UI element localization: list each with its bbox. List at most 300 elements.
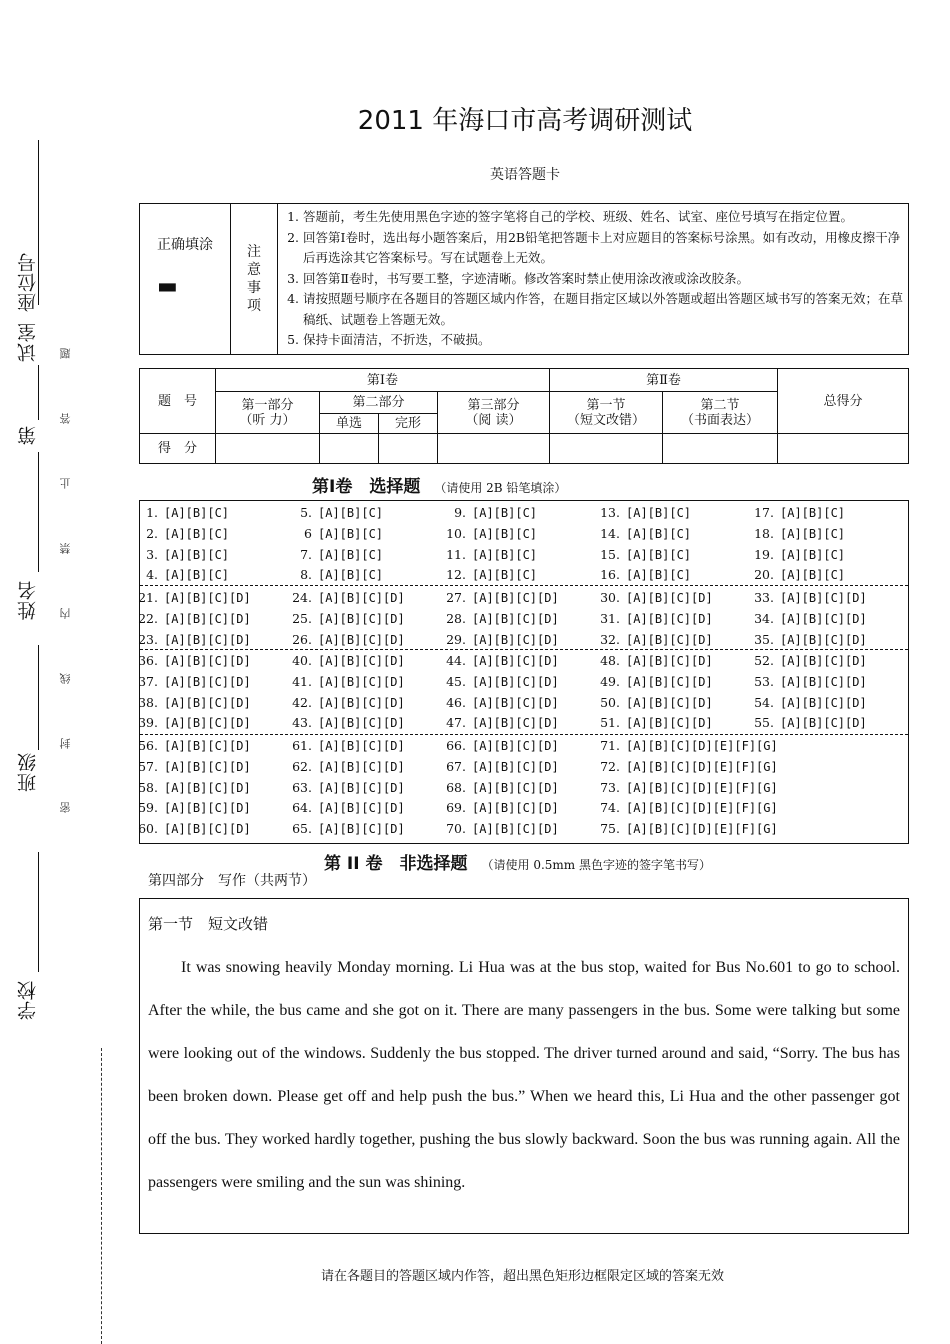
answer-item[interactable] [746,505,845,520]
seal-char: 答 [59,413,72,424]
question-number: 52. [754,653,774,668]
attention-item: 3. 回答第Ⅱ卷时，书写要工整，字迹清晰。修改答案时禁止使用涂改液或涂改胶条。 [303,269,903,290]
answer-options[interactable]: [A][B][C] [626,547,692,562]
answer-item[interactable] [284,590,405,605]
answer-item[interactable] [438,567,537,582]
answer-options[interactable]: [A][B][C][D] [626,674,713,689]
question-number: 10. [446,525,466,541]
answer-item[interactable] [284,759,405,774]
answer-item[interactable] [592,526,691,541]
score-row-label: 得 分 [140,434,216,464]
answer-item[interactable] [284,674,405,689]
answer-options[interactable]: [A][B][C] [780,506,846,520]
question-number: 47. [446,715,466,731]
question-number: 15. [600,546,620,562]
seal-char: 禁 [59,543,72,554]
question-number: 33. [754,590,774,605]
question-number: 21. [138,590,158,605]
answer-options[interactable]: [A][B][C] [472,526,538,541]
question-number: 8. [300,567,312,583]
answer-item[interactable] [130,715,251,730]
answer-options[interactable]: [A][B][C][D] [164,780,251,795]
answer-options[interactable]: [A][B][C][D] [318,654,405,668]
answer-options[interactable]: [A][B][C][D] [318,695,405,710]
question-number: 13. [600,505,620,520]
fill-example-label: 正确填涂 [157,237,213,253]
question-number: 31. [600,610,620,626]
question-number: 35. [754,631,774,647]
attention-list [279,205,907,353]
answer-options[interactable]: [A][B][C][D] [780,611,867,626]
section2-header [663,392,778,434]
answer-item[interactable] [592,738,778,753]
answer-item[interactable] [438,715,559,730]
question-number: 16. [600,567,620,583]
answer-options[interactable]: [A][B][C] [626,526,692,541]
question-number: 48. [600,653,620,668]
question-number: 61. [292,738,312,753]
answer-item[interactable] [438,505,537,520]
question-number: 6 [304,525,312,541]
question-number: 69. [446,800,466,816]
section1-sub: （短文改错） [566,412,645,428]
question-number-header: 题 号 [140,369,216,434]
answer-item[interactable] [746,526,845,541]
answer-options[interactable]: [A][B][C] [626,506,692,520]
question-number: 19. [754,546,774,562]
score-cell[interactable] [663,434,778,464]
margin-line [38,852,39,972]
part1-label: 第一部分 [241,397,294,413]
answer-options[interactable]: [A][B][C][D] [472,801,559,816]
question-number: 64. [292,800,312,816]
answer-item[interactable] [130,590,251,605]
answer-item[interactable] [592,653,713,668]
seal-char: 题 [59,348,72,359]
answer-options[interactable]: [A][B][C][D] [318,759,405,774]
answer-options[interactable]: [A][B][C][D] [472,739,559,753]
section1-note: （请使用 2B 铅笔填涂） [434,481,567,495]
answer-options[interactable]: [A][B][C][D][E][F][G] [626,822,778,837]
answer-options[interactable]: [A][B][C][D] [472,674,559,689]
fill-mark-icon: ▬ [157,274,178,299]
question-number: 44. [446,653,466,668]
question-number: 75. [600,821,620,837]
answer-options[interactable]: [A][B][C][D] [164,632,251,647]
answer-item[interactable] [284,738,405,753]
question-number: 49. [600,673,620,689]
error-correction-passage: It was snowing heavily Monday morning. Li Hua was at the bus stop, waited for Bus No.601 to go to school. After the while, the bus came and she got on it. There are many passengers in the bus. Some were talking but some were looking out of the windows. Suddenly the bus stopped. The driver turned around and said, “Sorry. The bus has been broken down. Please get off and help push the bus.” When we heard this, Li Hua and the other passenger got off the bus. They worked hardly together, pushing the bus slowly backward. Soon the bus was running again. All the passengers were smiling and the sun was shining. [148,959,900,1191]
cut-line [101,1048,102,1344]
answer-item[interactable] [592,759,778,774]
answer-options[interactable]: [A][B][C][D] [472,716,559,731]
question-number: 30. [600,590,620,605]
answer-item[interactable] [438,674,559,689]
attention-item: 5. 保持卡面清洁，不折迭，不破损。 [303,330,903,351]
answer-item[interactable] [130,800,251,815]
answer-item[interactable] [592,567,691,582]
answer-item[interactable] [130,780,251,795]
part1-sub: （听 力） [239,412,296,428]
section1-title-text: 第Ⅰ卷 选择题 [312,477,421,497]
answer-options[interactable]: [A][B][C][D] [472,695,559,710]
answer-item[interactable] [438,611,559,626]
answer-options[interactable]: [A][B][C][D] [780,716,867,731]
attention-item: 2. 回答第Ⅰ卷时，选出每小题答案后，用2B铅笔把答题卡上对应题目的答案标号涂黑。如有改动，用橡皮擦干净后再选涂其它答案标号。写在试题卷上无效。 [303,228,903,269]
answer-options[interactable]: [A][B][C][D] [626,716,713,731]
answer-item[interactable] [746,632,867,647]
part2-cloze: 完形 [379,414,438,434]
answer-item[interactable] [284,821,405,836]
answer-item[interactable] [130,759,251,774]
attention-items-cell [278,204,909,355]
volume1-header: 第Ⅰ卷 [216,369,550,392]
answer-options[interactable]: [A][B][C][D] [626,695,713,710]
seal-char: 密 [59,802,72,813]
section1-header [550,392,663,434]
answer-item[interactable] [592,611,713,626]
answer-item[interactable] [130,547,229,562]
answer-item[interactable] [438,590,559,605]
part4-heading: 第四部分 写作（共两节） [148,873,316,889]
question-number: 72. [600,758,620,774]
answer-item[interactable] [284,632,405,647]
answer-options[interactable]: [A][B][C][D] [318,632,405,647]
answer-options[interactable]: [A][B][C][D] [164,801,251,816]
question-number: 50. [600,694,620,710]
answer-item[interactable] [746,674,867,689]
question-number: 39. [138,715,158,731]
answer-item[interactable] [130,674,251,689]
answer-item[interactable] [284,611,405,626]
answer-options[interactable]: [A][B][C][D] [472,632,559,647]
answer-item[interactable] [130,653,251,668]
seal-char: 封 [59,738,72,749]
answer-options[interactable]: [A][B][C][D] [164,695,251,710]
answer-item[interactable] [284,695,405,710]
answer-item[interactable] [592,505,691,520]
answer-options[interactable]: [A][B][C][D] [472,780,559,795]
section2-title-text: 第 II 卷 非选择题 [324,854,468,874]
question-number: 36. [138,653,158,668]
question-number: 12. [446,567,466,583]
question-number: 46. [446,694,466,710]
notice-table [139,203,909,355]
answer-options[interactable]: [A][B][C] [164,568,230,583]
answer-item[interactable] [592,821,778,836]
question-number: 3. [146,546,158,562]
answer-options[interactable]: [A][B][C][D] [472,611,559,626]
question-number: 41. [292,673,312,689]
question-number: 68. [446,779,466,795]
answer-item[interactable] [130,821,251,836]
answer-item[interactable] [284,780,405,795]
question-number: 74. [600,800,620,816]
answer-options[interactable]: [A][B][C][D] [164,716,251,731]
question-number: 9. [454,505,466,520]
question-number: 62. [292,758,312,774]
question-number: 58. [138,779,158,795]
question-number: 11. [446,546,466,562]
answer-options[interactable]: [A][B][C][D] [626,632,713,647]
answer-item[interactable] [438,547,537,562]
answer-item[interactable] [438,759,559,774]
section2-note: （请使用 0.5mm 黑色字迹的签字笔书写） [481,858,711,872]
answer-options[interactable]: [A][B][C][D] [318,591,405,605]
answer-item[interactable] [284,800,405,815]
question-number: 32. [600,631,620,647]
answer-item[interactable] [130,632,251,647]
answer-item[interactable] [592,547,691,562]
answer-item[interactable] [438,695,559,710]
question-number: 37. [138,673,158,689]
question-number: 71. [600,738,620,753]
part3-label: 第三部分 [467,397,520,413]
answer-options[interactable]: [A][B][C][D] [164,759,251,774]
section2-sub: （书面表达） [680,412,759,428]
answer-options[interactable]: [A][B][C] [472,568,538,583]
question-number: 40. [292,653,312,668]
margin-line [38,645,39,750]
part3-header [438,392,550,434]
attention-item: 1. 答题前，考生先使用黑色字迹的签字笔将自己的学校、班级、姓名、试室、座位号填写在指定位置。 [303,207,903,228]
answer-item[interactable] [130,695,251,710]
answer-options[interactable]: [A][B][C][D] [318,780,405,795]
group-separator [140,734,908,735]
score-cell[interactable] [438,434,550,464]
question-number: 38. [138,694,158,710]
answer-options[interactable]: [A][B][C][D] [164,654,251,668]
answer-item[interactable] [130,505,229,520]
school-label: 学校 [17,980,39,1020]
footer-note: 请在各题目的答题区域内作答，超出黑色矩形边框限定区域的答案无效 [320,1269,724,1284]
attention-cell [231,204,278,355]
exam-room-label: 试室 [17,322,39,362]
answer-options[interactable]: [A][B][C] [318,506,384,520]
answer-item[interactable] [746,611,867,626]
answer-item[interactable] [746,715,867,730]
answer-item[interactable] [130,611,251,626]
answer-item[interactable] [746,590,867,605]
section1-title [312,472,566,497]
answer-options[interactable]: [A][B][C][D] [626,591,713,605]
answer-options[interactable]: [A][B][C][D] [164,822,251,837]
answer-item[interactable] [130,738,251,753]
part2-header: 第二部分 [320,392,438,414]
question-number: 56. [138,738,158,753]
answer-item[interactable] [438,780,559,795]
answer-options[interactable]: [A][B][C][D][E][F][G] [626,759,778,774]
question-number: 17. [754,505,774,520]
answer-item[interactable] [592,800,778,815]
answer-item[interactable] [746,567,845,582]
question-number: 42. [292,694,312,710]
answer-item[interactable] [130,567,229,582]
answer-options[interactable]: [A][B][C][D][E][F][G] [626,801,778,816]
answer-item[interactable] [130,526,229,541]
answer-options[interactable]: [A][B][C][D] [472,822,559,837]
question-number: 43. [292,715,312,731]
answer-options[interactable]: [A][B][C][D] [780,654,867,668]
question-number: 20. [754,567,774,583]
question-number: 45. [446,673,466,689]
answer-options[interactable]: [A][B][C][D] [780,695,867,710]
name-label: 姓名 [17,580,39,620]
answer-item[interactable] [592,632,713,647]
answer-item[interactable] [284,567,383,582]
answer-item[interactable] [746,547,845,562]
writing-box[interactable] [139,898,909,1234]
margin-line [38,452,39,572]
question-number: 55. [754,715,774,731]
answer-options[interactable]: [A][B][C][D] [472,591,559,605]
answer-options[interactable]: [A][B][C][D] [164,611,251,626]
answer-options[interactable]: [A][B][C][D] [164,674,251,689]
score-table [139,368,909,464]
question-number: 66. [446,738,466,753]
question-number: 18. [754,525,774,541]
question-number: 14. [600,525,620,541]
total-score-header: 总得分 [778,369,909,434]
question-number: 57. [138,758,158,774]
question-number: 67. [446,758,466,774]
answer-item[interactable] [284,653,405,668]
class-label: 班级 [17,752,39,792]
answer-item[interactable] [592,674,713,689]
fill-example-cell [140,204,231,355]
answer-item[interactable] [284,715,405,730]
answer-options[interactable]: [A][B][C] [164,506,230,520]
ordinal-label: 第 [17,425,39,445]
answer-options[interactable]: [A][B][C][D][E][F][G] [626,739,778,753]
volume2-header: 第Ⅱ卷 [550,369,778,392]
answer-options[interactable]: [A][B][C][D] [780,632,867,647]
score-cell[interactable] [216,434,320,464]
score-cell[interactable] [320,434,379,464]
question-number: 26. [292,631,312,647]
section2-label: 第二节 [700,397,740,413]
answer-item[interactable] [438,738,559,753]
attention-item: 4. 请按照题号顺序在各题目的答题区域内作答，在题目指定区域以外答题或超出答题区域书写的答案无效；在草稿纸、试题卷上答题无效。 [303,289,903,330]
answer-grid [139,500,909,844]
part2-single-choice: 单选 [320,414,379,434]
question-number: 73. [600,779,620,795]
answer-options[interactable]: [A][B][C] [164,547,230,562]
page-title: 2011 年海口市高考调研测试 [357,106,693,136]
answer-options[interactable]: [A][B][C][D] [626,654,713,668]
question-number: 28. [446,610,466,626]
answer-item[interactable] [438,800,559,815]
seal-char: 止 [59,478,72,489]
group-separator [140,585,908,586]
answer-options[interactable]: [A][B][C][D] [318,822,405,837]
question-number: 34. [754,610,774,626]
answer-item[interactable] [284,505,383,520]
answer-options[interactable]: [A][B][C] [472,506,538,520]
question-number: 65. [292,821,312,837]
answer-item[interactable] [592,780,778,795]
question-number: 53. [754,673,774,689]
question-number: 54. [754,694,774,710]
score-cell[interactable] [778,434,909,464]
answer-options[interactable]: [A][B][C][D] [472,654,559,668]
part3-sub: （阅 读） [465,412,522,428]
answer-options[interactable]: [A][B][C] [472,547,538,562]
seal-char: 线 [59,673,72,684]
answer-options[interactable]: [A][B][C][D] [318,611,405,626]
part1-header [216,392,320,434]
question-number: 2. [146,525,158,541]
answer-options[interactable]: [A][B][C] [318,568,384,583]
attention-label: 注意事项 [247,243,261,314]
answer-options[interactable]: [A][B][C][D][E][F][G] [626,780,778,795]
section1-label: 第一节 [586,397,626,413]
answer-options[interactable]: [A][B][C][D] [318,801,405,816]
answer-options[interactable]: [A][B][C][D] [318,716,405,731]
answer-item[interactable] [438,632,559,647]
question-number: 24. [292,590,312,605]
answer-options[interactable]: [A][B][C] [780,526,846,541]
question-number: 63. [292,779,312,795]
answer-item[interactable] [438,526,537,541]
question-number: 60. [138,821,158,837]
answer-item[interactable] [438,653,559,668]
question-number: 27. [446,590,466,605]
answer-options[interactable]: [A][B][C][D] [318,674,405,689]
question-number: 5. [300,505,312,520]
answer-options[interactable]: [A][B][C] [626,568,692,583]
question-number: 1. [146,505,158,520]
answer-item[interactable] [284,526,383,541]
answer-options[interactable]: [A][B][C][D] [780,591,867,605]
answer-item[interactable] [592,715,713,730]
seal-char: 内 [59,608,72,619]
answer-options[interactable]: [A][B][C] [318,526,384,541]
answer-item[interactable] [746,695,867,710]
answer-options[interactable]: [A][B][C][D] [780,674,867,689]
answer-options[interactable]: [A][B][C][D] [472,759,559,774]
question-number: 4. [146,567,158,583]
seat-number-label: 座位号 [17,252,39,312]
question-number: 25. [292,610,312,626]
score-cell[interactable] [550,434,663,464]
answer-options[interactable]: [A][B][C][D] [164,591,251,605]
answer-options[interactable]: [A][B][C] [780,547,846,562]
question-number: 59. [138,800,158,816]
answer-options[interactable]: [A][B][C] [780,568,846,583]
answer-options[interactable]: [A][B][C] [164,526,230,541]
answer-item[interactable] [284,547,383,562]
section2-title [324,849,711,874]
question-number: 7. [300,546,312,562]
question-number: 29. [446,631,466,647]
answer-item[interactable] [746,653,867,668]
answer-item[interactable] [438,821,559,836]
page-subtitle: 英语答题卡 [490,167,560,183]
question-number: 23. [138,631,158,647]
answer-item[interactable] [592,695,713,710]
group-separator [140,649,908,650]
score-cell[interactable] [379,434,438,464]
margin-line [38,365,39,420]
error-correction-heading: 第一节 短文改错 [148,915,269,933]
answer-options[interactable]: [A][B][C][D] [318,739,405,753]
answer-options[interactable]: [A][B][C][D] [626,611,713,626]
answer-item[interactable] [592,590,713,605]
question-number: 22. [138,610,158,626]
answer-options[interactable]: [A][B][C][D] [164,739,251,753]
answer-options[interactable]: [A][B][C] [318,547,384,562]
